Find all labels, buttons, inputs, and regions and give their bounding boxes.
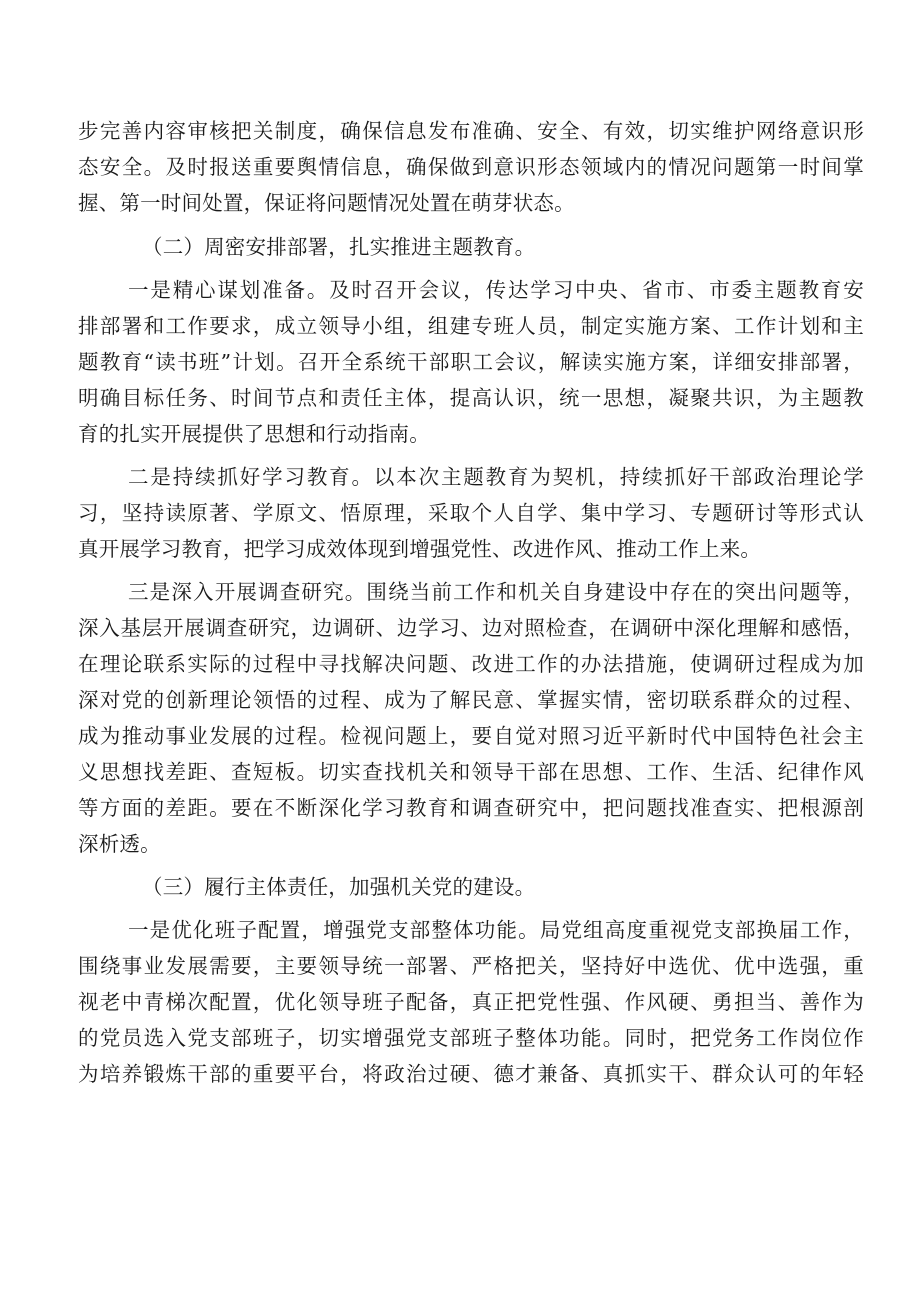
- section-heading-2: [78, 229, 864, 265]
- text-line: 深入基层开展调查研究，边调研、边学习、边对照检查，在调研中深化理解和感悟，: [78, 616, 864, 640]
- text-line: 育的扎实开展提供了思想和行动指南。: [78, 422, 430, 446]
- text-line: 义思想找差距、查短板。切实查找机关和领导干部在思想、工作、生活、纪律作风: [78, 760, 864, 784]
- text-line: 态安全。及时报送重要舆情信息，确保做到意识形态领域内的情况问题第一时间掌: [78, 155, 864, 179]
- heading-line: （二）周密安排部署，扎实推进主题教育。: [142, 235, 536, 259]
- text-line: 等方面的差距。要在不断深化学习教育和调查研究中，把问题找准查实、把根源剖: [78, 796, 864, 820]
- paragraph-research: [78, 574, 864, 862]
- text-line: 真开展学习教育，把学习成效体现到增强党性、改进作风、推动工作上来。: [78, 537, 762, 561]
- text-line: 围绕事业发展需要，主要领导统一部署、严格把关，坚持好中选优、优中选强，重: [78, 954, 864, 978]
- text-line: 三是深入开展调查研究。围绕当前工作和机关自身建设中存在的突出问题等，: [128, 580, 864, 604]
- text-line: 一是优化班子配置，增强党支部整体功能。局党组高度重视党支部换届工作，: [128, 918, 864, 942]
- text-line: 习，坚持读原著、学原文、悟原理，采取个人自学、集中学习、专题研讨等形式认: [78, 501, 864, 525]
- text-line: 的党员选入党支部班子，切实增强党支部班子整体功能。同时，把党务工作岗位作: [78, 1026, 864, 1050]
- text-line: 步完善内容审核把关制度，确保信息发布准确、安全、有效，切实维护网络意识形: [78, 119, 864, 143]
- text-line: 成为推动事业发展的过程。检视问题上，要自觉对照习近平新时代中国特色社会主: [78, 724, 864, 748]
- text-line: 二是持续抓好学习教育。以本次主题教育为契机，持续抓好干部政治理论学: [128, 465, 864, 489]
- text-line: 深析透。: [78, 832, 161, 856]
- text-line: 一是精心谋划准备。及时召开会议，传达学习中央、省市、市委主题教育安: [128, 278, 864, 302]
- text-line: 握、第一时间处置，保证将问题情况处置在萌芽状态。: [78, 191, 575, 215]
- heading-line: （三）履行主体责任，加强机关党的建设。: [142, 875, 536, 899]
- text-line: 在理论联系实际的过程中寻找解决问题、改进工作的办法措施，使调研过程成为加: [78, 652, 864, 676]
- text-line: 排部署和工作要求，成立领导小组，组建专班人员，制定实施方案、工作计划和主: [78, 314, 864, 338]
- text-line: 深对党的创新理论领悟的过程、成为了解民意、掌握实情，密切联系群众的过程、: [78, 688, 864, 712]
- paragraph-continuation: [78, 113, 864, 221]
- paragraph-study: [78, 459, 864, 567]
- text-line: 视老中青梯次配置，优化领导班子配备，真正把党性强、作风硬、勇担当、善作为: [78, 990, 864, 1014]
- paragraph-planning: [78, 272, 864, 452]
- text-line: 题教育“读书班”计划。召开全系统干部职工会议，解读实施方案，详细安排部署，: [78, 350, 864, 374]
- paragraph-team-config: [78, 912, 864, 1092]
- text-line: 为培养锻炼干部的重要平台，将政治过硬、德才兼备、真抓实干、群众认可的年轻: [78, 1062, 864, 1086]
- text-line: 明确目标任务、时间节点和责任主体，提高认识，统一思想，凝聚共识，为主题教: [78, 386, 864, 410]
- document-body: [78, 113, 864, 1099]
- section-heading-3: [78, 869, 864, 905]
